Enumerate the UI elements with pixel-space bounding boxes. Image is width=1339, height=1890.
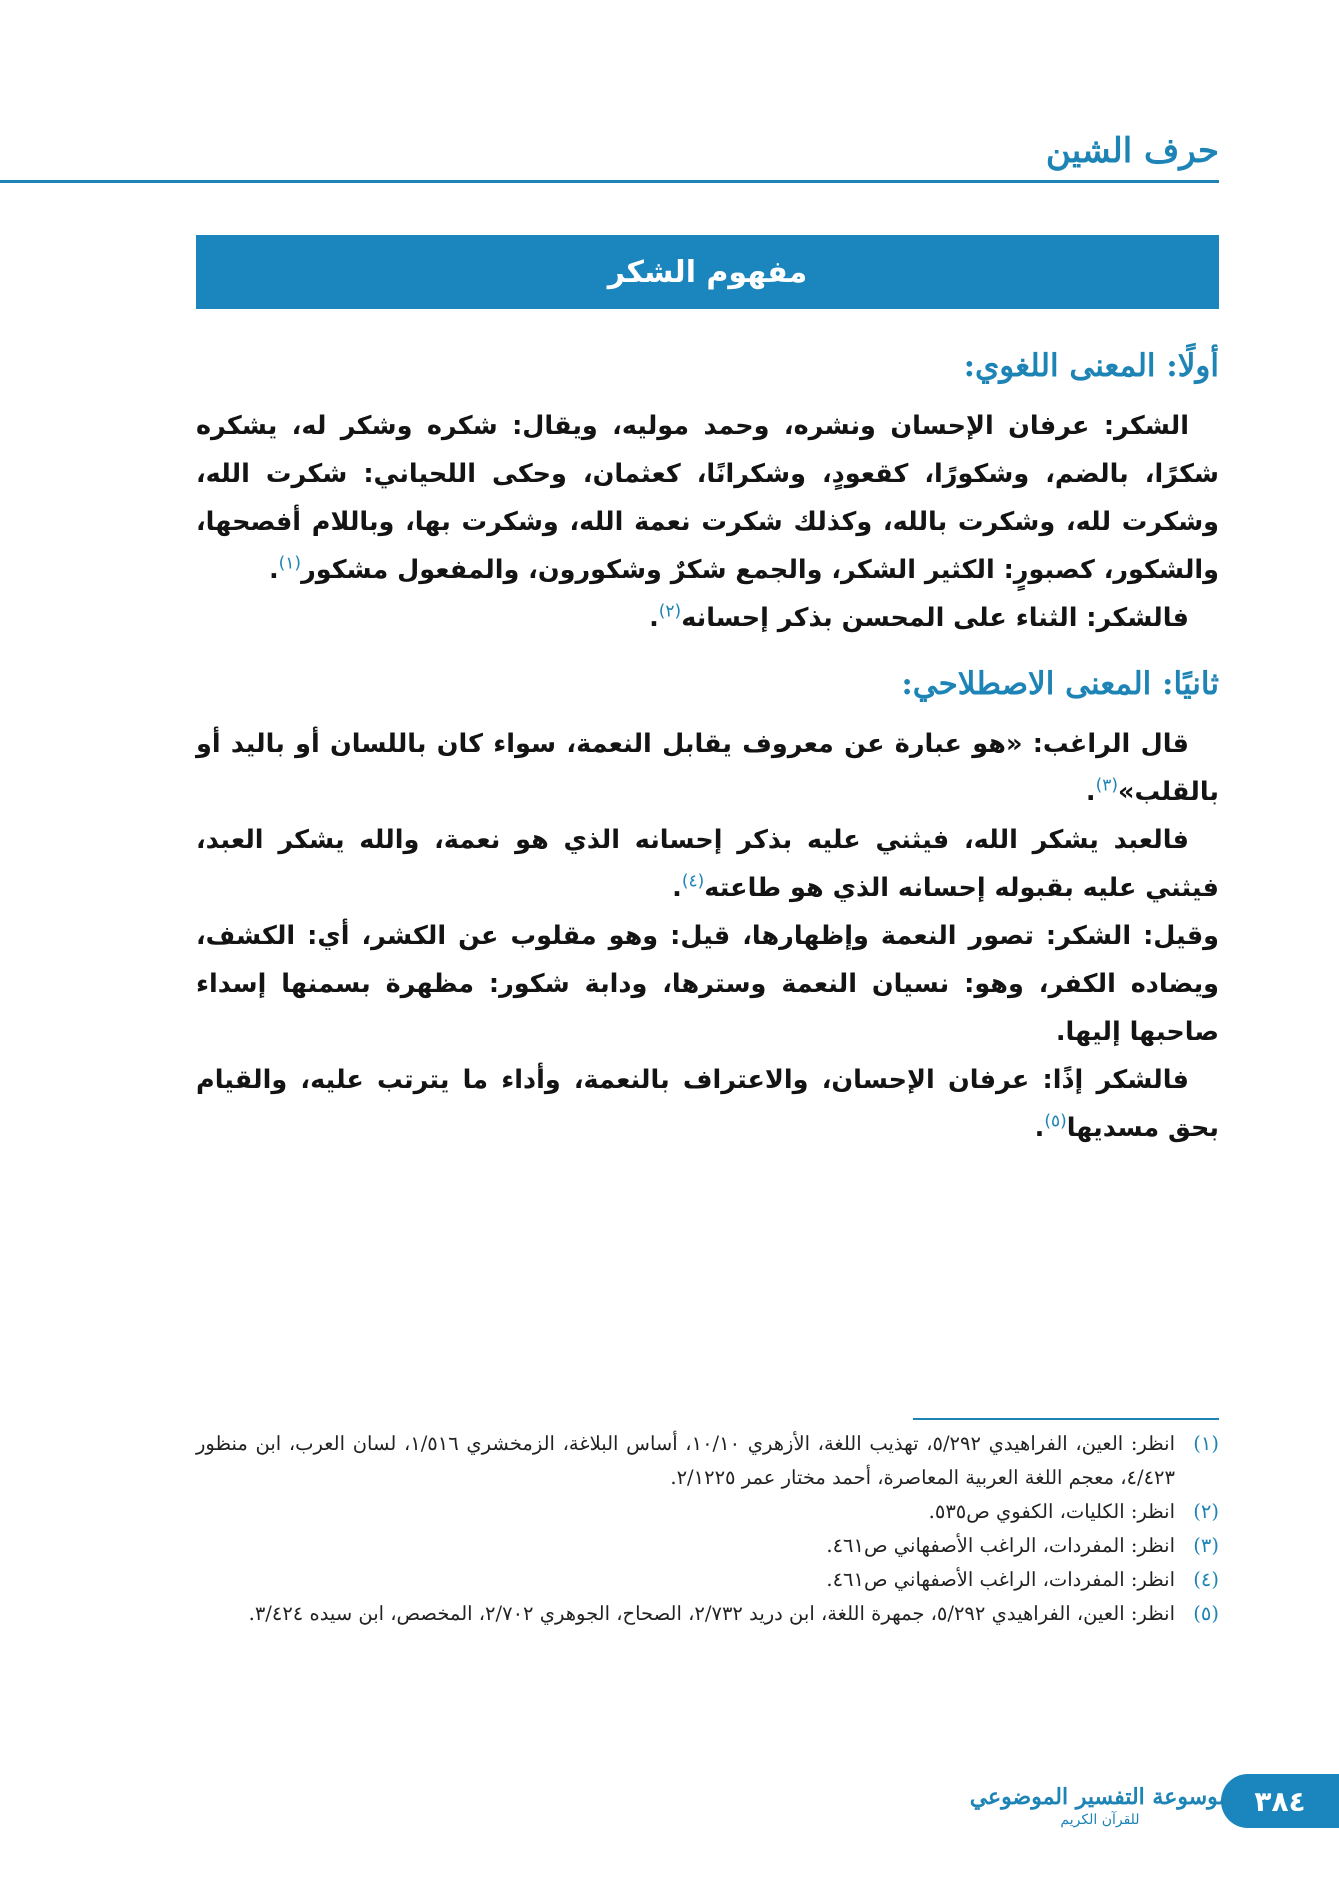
technical-paragraph-4 [196,1056,1219,1152]
topic-banner-title: مفهوم الشكر [607,254,808,290]
paragraph-text: فالشكر إذًا: عرفان الإحسان، والاعتراف بالنعمة، وأداء ما يترتب عليه، والقيام بحق مسديها [196,1065,1219,1143]
paragraph-text: وقيل: الشكر: تصور النعمة وإظهارها، قيل: وهو مقلوب عن الكشر، أي: الكشف، ويضاده الكفر، وهو: نسيان النعمة وسترها، ودابة شكور: مظهرة بسمنها إسداء صاحبها إليها. [196,921,1219,1047]
footnote-text: انظر: العين، الفراهيدي ٥/٢٩٢، جمهرة اللغة، ابن دريد ٢/٧٣٢، الصحاح، الجوهري ٢/٧٠٢، المخصص، ابن سيده ٣/٤٢٤. [248,1602,1175,1625]
spacer [196,392,1219,402]
footnote-text: انظر: المفردات، الراغب الأصفهاني ص٤٦١. [826,1568,1175,1591]
footnote-item [196,1597,1219,1631]
spacer [196,710,1219,720]
footnote-ref-4[interactable]: (٤) [681,871,705,892]
encyclopedia-logo [969,1766,1231,1846]
paragraph-end: . [1034,1113,1045,1143]
footnote-number: (١) [1193,1432,1219,1455]
footnote-item [196,1563,1219,1597]
footnote-item [196,1529,1219,1563]
paragraph-end: . [268,555,279,585]
paragraph-text: قال الراغب: «هو عبارة عن معروف يقابل النعمة، سواء كان باللسان أو باليد أو بالقلب» [196,729,1219,807]
page-number: ٣٨٤ [1254,1784,1306,1818]
footnote-ref-5[interactable]: (٥) [1044,1111,1067,1132]
footnote-number: (٥) [1193,1602,1219,1625]
footnote-text: انظر: المفردات، الراغب الأصفهاني ص٤٦١. [826,1534,1175,1557]
footnote-item [196,1495,1219,1529]
footnote-text: انظر: الكليات، الكفوي ص٥٣٥. [928,1500,1175,1523]
technical-paragraph-1 [196,720,1219,816]
footnote-ref-1[interactable]: (١) [278,553,302,574]
linguistic-paragraph-1 [196,402,1219,594]
page-number-badge [1221,1774,1339,1828]
footnotes [196,1427,1219,1631]
footnote-ref-2[interactable]: (٢) [658,601,682,622]
chapter-header-title: حرف الشين [1045,131,1219,171]
technical-paragraph-2 [196,816,1219,912]
header-divider [0,180,1219,183]
footnote-item [196,1427,1219,1495]
paragraph-text: فالشكر: الثناء على المحسن بذكر إحسانه [681,603,1189,633]
logo-subtitle: للقرآن الكريم [1060,1812,1140,1828]
linguistic-meaning-heading: أولًا: المعنى اللغوي: [963,348,1219,384]
paragraph-end: . [1085,777,1096,807]
footnote-number: (٢) [1193,1500,1219,1523]
topic-banner [196,235,1219,309]
spacer [196,642,1219,658]
paragraph-end: . [672,873,682,903]
footnotes-divider [913,1418,1219,1420]
technical-paragraph-3 [196,912,1219,1056]
technical-meaning-heading: ثانيًا: المعنى الاصطلاحي: [901,666,1219,702]
paragraph-text: فالعبد يشكر الله، فيثني عليه بذكر إحسانه الذي هو نعمة، والله يشكر العبد، فيثني عليه بقبوله إحسانه الذي هو طاعته [196,825,1219,903]
footnote-ref-3[interactable]: (٣) [1095,775,1119,796]
paragraph-end: . [649,603,659,633]
linguistic-paragraph-2 [196,594,1219,642]
footnote-number: (٣) [1193,1534,1219,1557]
paragraph-text: الشكر: عرفان الإحسان ونشره، وحمد موليه، ويقال: شكره وشكر له، يشكره شكرًا، بالضم، وشكورًا، كقعودٍ، وشكرانًا، كعثمان، وحكى اللحياني: شكرت الله، وشكرت لله، وشكرت بالله، وكذلك شكرت نعمة الله، وشكرت بها، وباللام أفصحها، والشكور، كصبورٍ: الكثير الشكر، والجمع شكرٌ وشكورون، والمفعول مشكور [196,411,1219,585]
main-text [196,340,1219,1152]
footnote-text: انظر: العين، الفراهيدي ٥/٢٩٢، تهذيب اللغة، الأزهري ١٠/١٠، أساس البلاغة، الزمخشري ١/٥١٦، لسان العرب، ابن منظور ٤/٤٢٣، معجم اللغة العربية المعاصرة، أحمد مختار عمر ٢/١٢٢٥. [196,1432,1176,1489]
footnote-number: (٤) [1193,1568,1219,1591]
logo-title: موسوعة التفسير الموضوعي [969,1784,1231,1810]
